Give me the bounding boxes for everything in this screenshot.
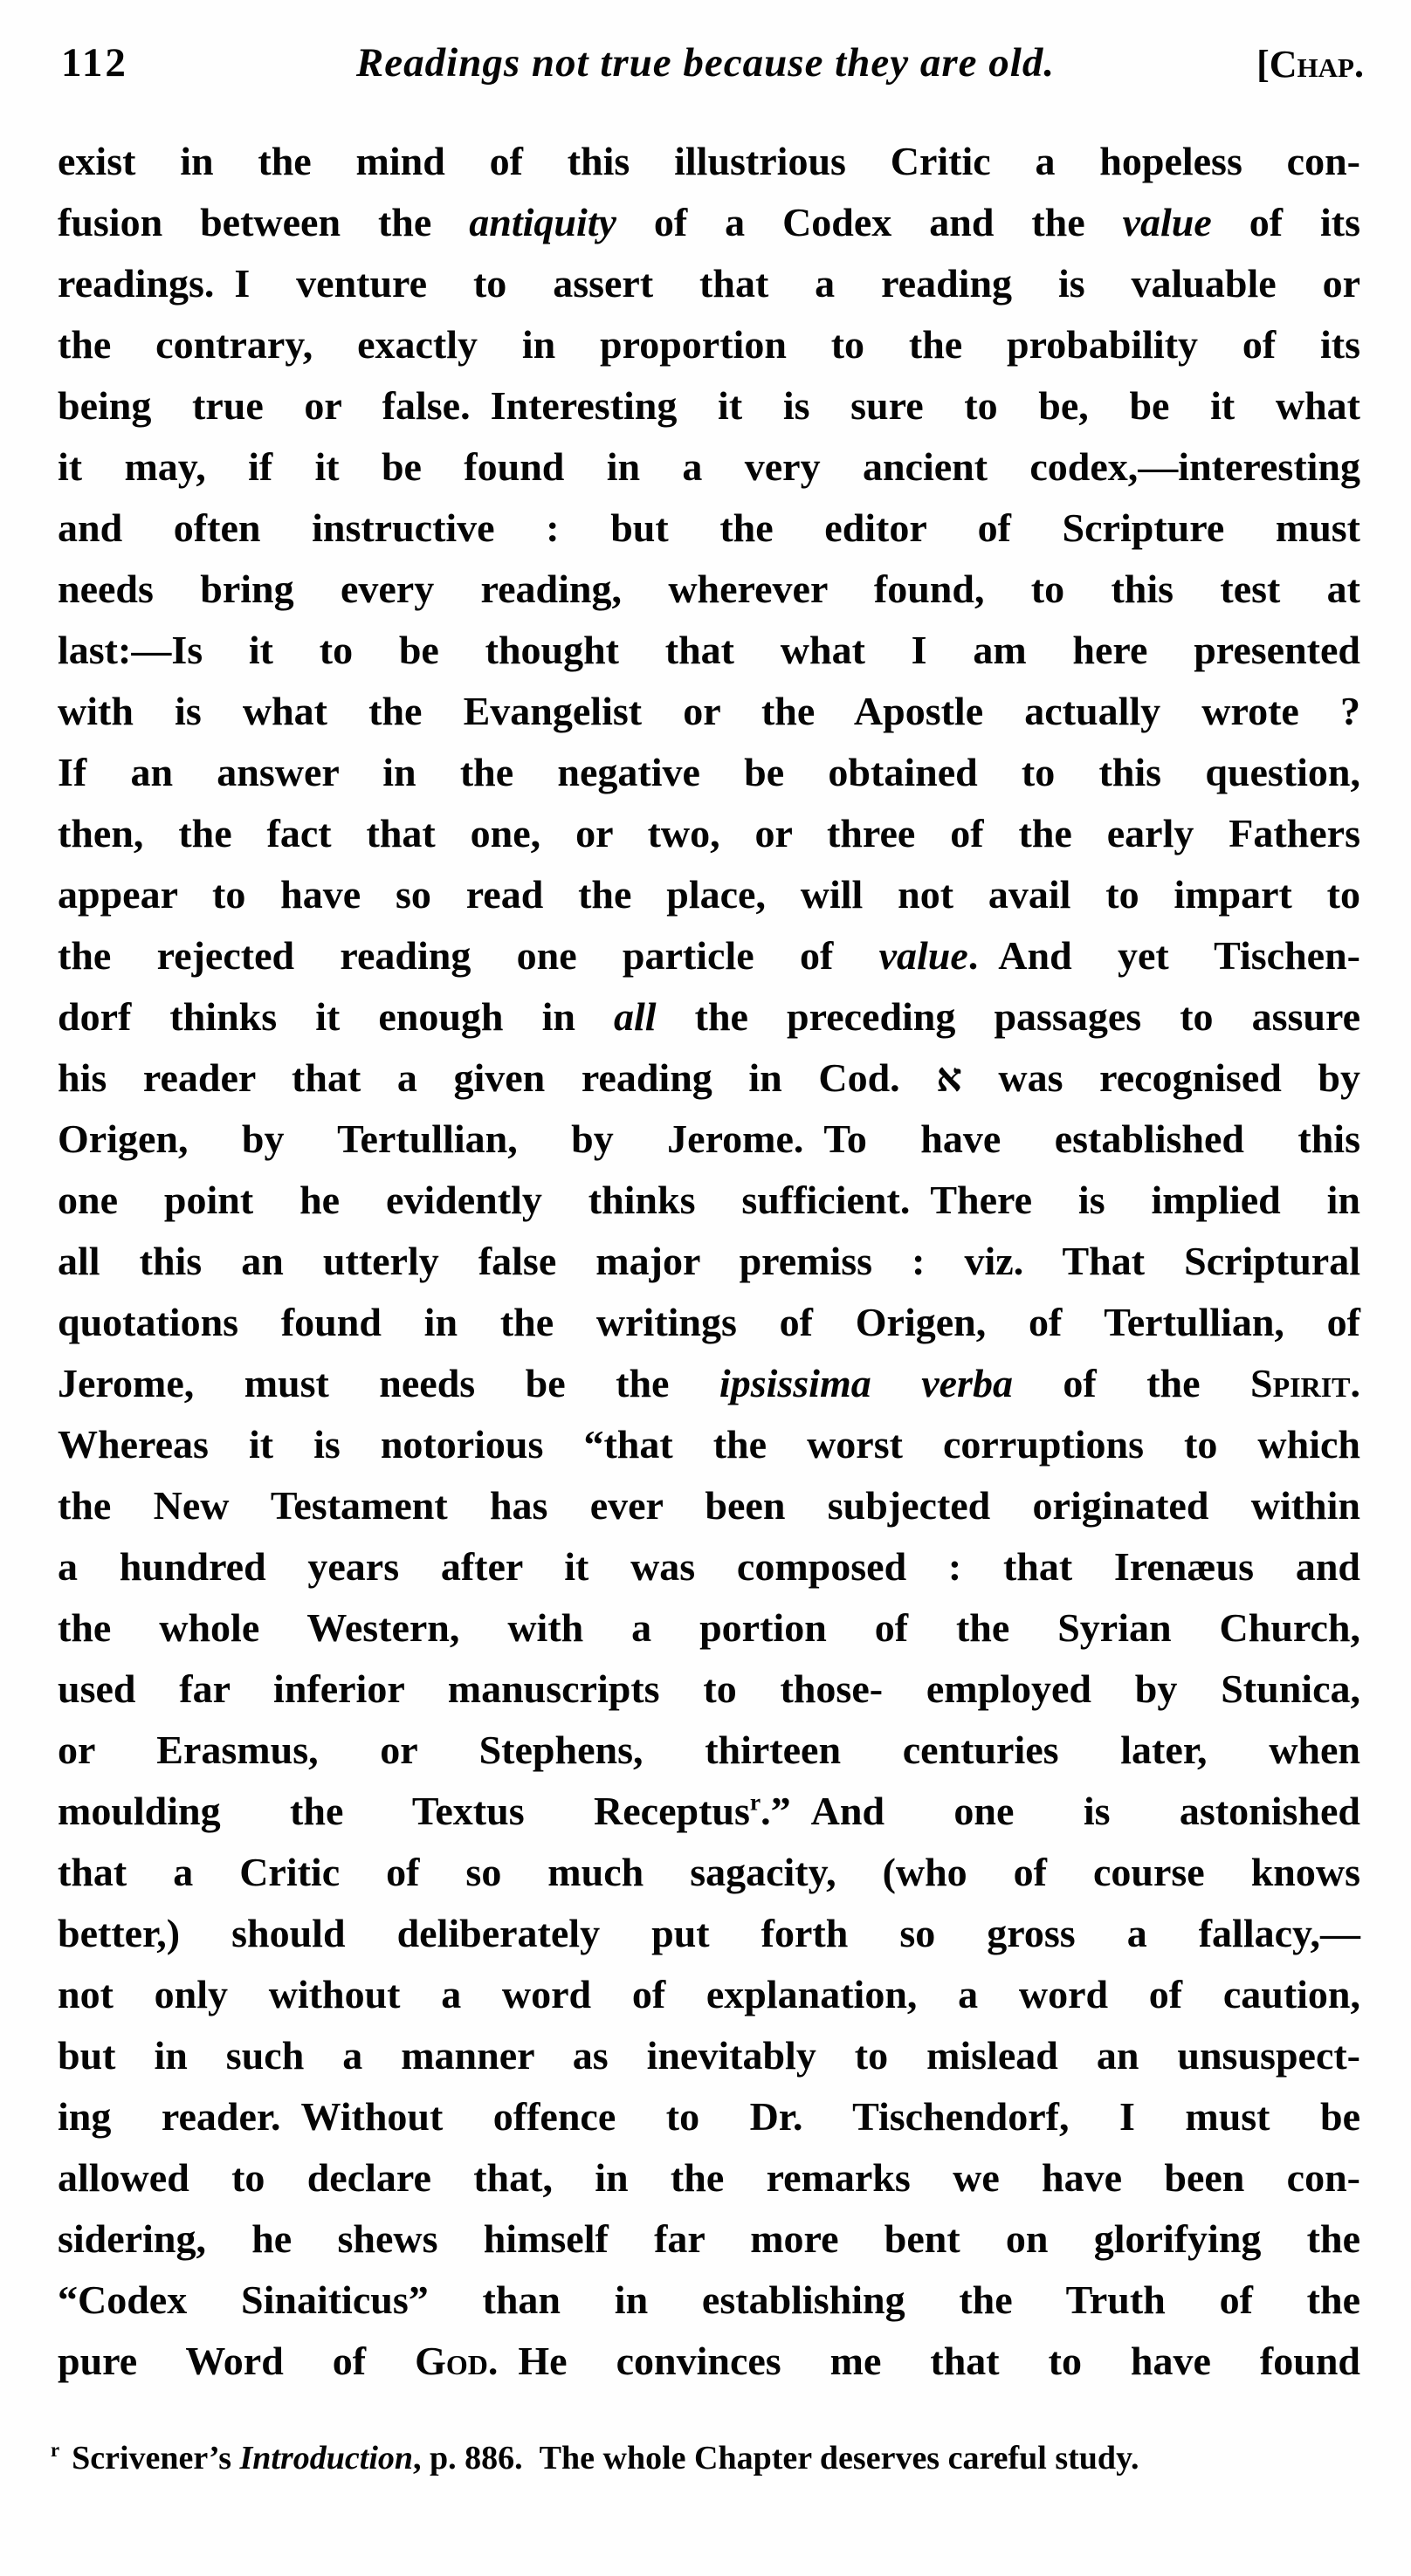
text-run: sidering, he shews himself far more bent on glorifying the [58,2216,1360,2261]
chapter-marker: [Chap. [1256,43,1364,86]
page-number: 112 [61,40,128,86]
text-run: fusion between the [58,200,470,244]
body-text [58,131,1360,2392]
body-line [58,2208,1360,2270]
text-run: Jerome, must needs be the [58,1361,719,1405]
body-line [58,375,1360,436]
text-run: appear to have so read the place, will not avail to impart to [58,872,1360,917]
body-line [58,1659,1360,1720]
body-line [58,620,1360,681]
italic-text: Introduction [239,2440,414,2476]
body-line [58,2147,1360,2208]
text-run: not only without a word of explanation, a word of caution, [58,1972,1360,2016]
page-header [0,37,1411,98]
text-run: the preceding passages to assure [656,994,1360,1039]
text-run: one point he evidently thinks sufficient. There is implied in [58,1178,1360,1222]
text-run: a hundred years after it was composed : that Irenæus and [58,1544,1360,1589]
body-line [58,192,1360,253]
text-run: pure Word of [58,2339,416,2383]
body-line [58,2025,1360,2086]
body-line [58,1231,1360,1292]
body-line [58,1170,1360,1231]
body-line [58,925,1360,986]
body-line [58,131,1360,192]
text-run: but in such a manner as inevitably to mislead an unsuspect- [58,2033,1360,2078]
body-line [58,436,1360,498]
body-line [58,1842,1360,1903]
small-caps-text: God [415,2339,488,2383]
text-run: quotations found in the writings of Origen, of Tertullian, of [58,1300,1360,1344]
text-run: the whole Western, with a portion of the Syrian Church, [58,1605,1360,1650]
text-run: last:—Is it to be thought that what I am here presented [58,628,1360,672]
body-line [58,681,1360,742]
text-run: the rejected reading one particle of [58,933,879,978]
text-run: .” And one is astonished [761,1789,1361,1833]
text-run: Origen, by Tertullian, by Jerome. To have established this [58,1116,1360,1161]
text-run: of the [1012,1361,1250,1405]
text-run: of a Codex and the [616,200,1123,244]
text-run: or Erasmus, or Stephens, thirteen centuries later, when [58,1728,1360,1772]
body-line [58,986,1360,1048]
text-run: better,) should deliberately put forth so gross a fallacy,— [58,1911,1360,1955]
text-run: then, the fact that one, or two, or three of the early Fathers [58,811,1360,855]
body-line [58,1781,1360,1842]
body-line [58,1720,1360,1781]
text-run: and often instructive : but the editor of Scripture must [58,505,1360,550]
footnote-marker: r [51,2439,60,2462]
body-line [58,2086,1360,2147]
text-run: exist in the mind of this illustrious Critic a hopeless con- [58,139,1360,183]
body-line [58,1109,1360,1170]
body-line [58,1536,1360,1597]
body-line [58,1597,1360,1659]
text-run: used far inferior manuscripts to those- employed by Stunica, [58,1666,1360,1711]
italic-text: antiquity [469,200,616,244]
text-run: ing reader. Without offence to Dr. Tischendorf, I must be [58,2094,1360,2139]
text-run: his reader that a given reading in Cod. א was recognised by [58,1055,1360,1100]
italic-text: value [1122,200,1212,244]
text-run: with is what the Evangelist or the Apostle actually wrote ? [58,689,1360,733]
body-line [58,1964,1360,2025]
footnote [51,2434,1360,2483]
italic-text: ipsissima verba [719,1361,1013,1405]
body-line [58,1903,1360,1964]
text-run: the New Testament has ever been subjected originated within [58,1483,1360,1528]
body-line [58,2331,1360,2392]
italic-text: value [878,933,968,978]
body-line [58,803,1360,864]
text-run: needs bring every reading, wherever found, to this test at [58,567,1360,611]
text-run: it may, if it be found in a very ancient codex,—interesting [58,444,1360,489]
text-run: being true or false. Interesting it is sure to be, be it what [58,383,1360,428]
text-run: If an answer in the negative be obtained to this question, [58,750,1360,794]
text-run: of its [1211,200,1360,244]
body-line [58,253,1360,314]
running-title: Readings not true because they are old. [355,40,1056,86]
body-line [58,559,1360,620]
body-line [58,498,1360,559]
body-line [58,864,1360,925]
text-run: allowed to declare that, in the remarks we have been con- [58,2155,1360,2200]
italic-text: all [614,994,657,1039]
text-run: . [1350,1361,1360,1405]
text-run: all this an utterly false major premiss : viz. That Scriptural [58,1239,1360,1283]
text-run: readings. I venture to assert that a reading is valuable or [58,261,1360,306]
text-run: moulding the Textus Receptus [58,1789,750,1833]
body-line [58,1414,1360,1475]
text-run: “Codex Sinaiticus” than in establishing the Truth of the [58,2277,1360,2322]
text-run: Scrivener’s [72,2440,240,2476]
small-caps-text: Spirit [1250,1361,1351,1405]
body-line [58,1475,1360,1536]
body-line [58,2270,1360,2331]
text-run: dorf thinks it enough in [58,994,615,1039]
text-run: Whereas it is notorious “that the worst corruptions to which [58,1422,1360,1467]
text-run: that a Critic of so much sagacity, (who of course knows [58,1850,1360,1894]
body-line [58,1048,1360,1109]
body-line [58,314,1360,375]
body-line [58,1353,1360,1414]
text-run: . He convinces me that to have found [487,2339,1360,2383]
body-line [58,742,1360,803]
footnote-text [72,2440,1139,2476]
footnote-ref: r [749,1788,761,1816]
text-run: . And yet Tischen- [967,933,1360,978]
text-run: the contrary, exactly in proportion to the probability of its [58,322,1360,367]
text-run: , p. 886. The whole Chapter deserves careful study. [413,2440,1139,2476]
body-line [58,1292,1360,1353]
